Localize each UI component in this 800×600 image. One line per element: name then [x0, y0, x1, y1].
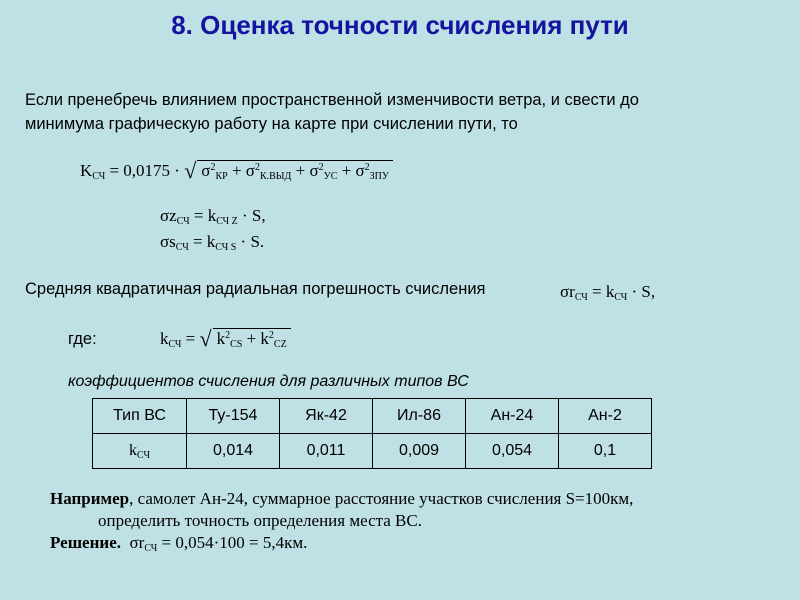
table-header-cell: Як-42 [280, 399, 373, 434]
table-row [93, 434, 652, 469]
example-line-1: Например, самолет Ан-24, суммарное расстояние участков счисления S=100км, [50, 489, 634, 508]
formula-sigma-s: $\sigma s_{СЧ} = k_{СЧ S} \cdot S$. [160, 232, 265, 253]
table-cell: 0,054 [466, 434, 559, 469]
sqrt-symbol-2: √ [199, 326, 212, 351]
intro-line-1: Если пренебречь влиянием пространственной изменчивости ветра, и свести до [25, 91, 639, 109]
table-cell: 0,014 [187, 434, 280, 469]
where-label: где: [68, 330, 97, 348]
table-header-cell: Ан-2 [559, 399, 652, 434]
table-caption: коэффициентов счисления для различных типов ВС [68, 373, 469, 390]
page-title: 8. Оценка точности счисления пути [171, 10, 629, 40]
sqrt-symbol: √ [184, 158, 197, 183]
table-cell: 0,011 [280, 434, 373, 469]
table-row-label: $k_{СЧ}$ [93, 434, 187, 469]
formula-sigma-z: $\sigma z_{СЧ} = k_{СЧ Z} \cdot S$, [160, 206, 266, 227]
table-header-cell: Тип ВС [93, 399, 187, 434]
solution-line: Решение. $\sigma r_{СЧ} = 0,054\cdot 100 = 5,4км$. [50, 533, 308, 554]
radicand-k: $\sigma^2_{КР} + \sigma^2_{К.ВЫД} + \sigma^2_{УС} + \sigma^2_{ЗПУ}$ [197, 160, 393, 181]
radial-text: Средняя квадратичная радиальная погрешность счисления [25, 280, 486, 298]
table-header-cell: Ан-24 [466, 399, 559, 434]
table-cell: 0,1 [559, 434, 652, 469]
formula-radial: $\sigma r_{СЧ} = k_{СЧ} \cdot S$, [560, 282, 656, 303]
example-block [50, 488, 633, 554]
radicand-k-sch: $k^2_{CS} + k^2_{CZ}$ [213, 328, 291, 349]
table-header-row [93, 399, 652, 434]
coefficients-table [92, 398, 652, 469]
intro-paragraph [25, 88, 639, 136]
table-header-cell: Ту-154 [187, 399, 280, 434]
intro-line-2: минимума графическую работу на карте при счислении пути, то [25, 115, 518, 133]
formula-k-sch: $k_{СЧ}$ = √ $k^2_{CS} + k^2_{CZ}$ [160, 326, 291, 352]
table-cell: 0,009 [373, 434, 466, 469]
example-line-2: определить точность определения места ВС. [98, 511, 422, 530]
formula-k: $K_{СЧ} = 0,0175$ · √ $\sigma^2_{КР} + \sigma^2_{К.ВЫД} + \sigma^2_{УС} + \sigma^2_{ЗПУ}$ [80, 158, 393, 184]
table-header-cell: Ил-86 [373, 399, 466, 434]
